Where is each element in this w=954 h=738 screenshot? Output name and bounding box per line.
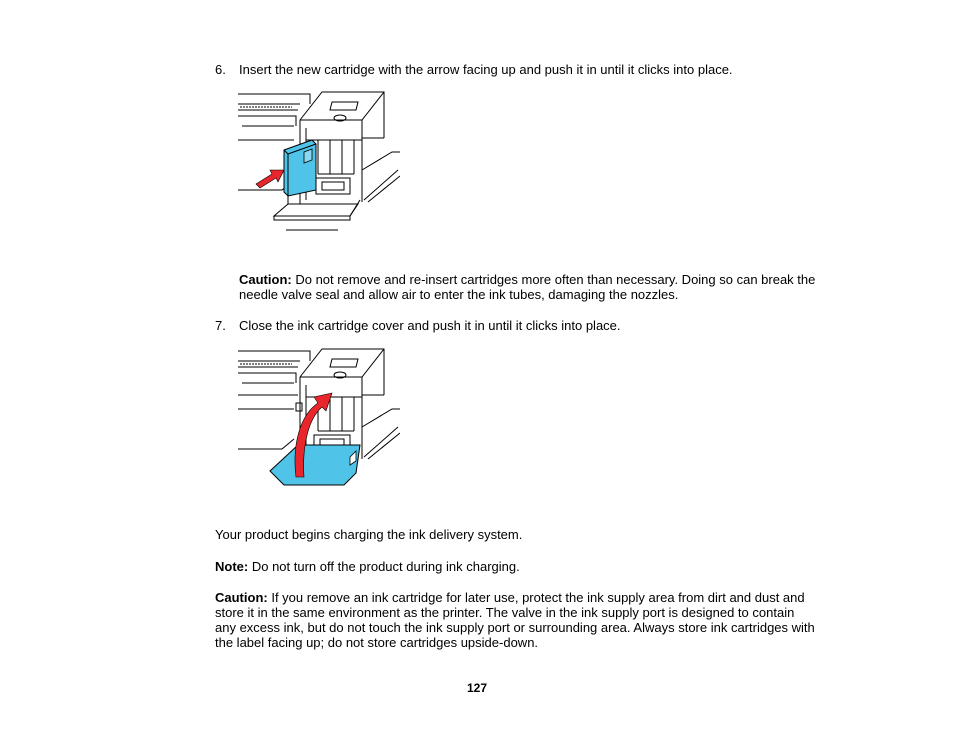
- caution-2-line3: any excess ink, but do not touch the ink supply port or surrounding area. Always store ink cartridges with: [215, 620, 815, 635]
- charging-text: Your product begins charging the ink delivery system.: [215, 527, 523, 542]
- illustration-close-cover: [238, 345, 400, 490]
- close-cover-drawing: [238, 345, 400, 490]
- caution-2-line4: the label facing up; do not store cartridges upside-down.: [215, 635, 539, 650]
- caution-1: [239, 272, 815, 287]
- caution-1-label: Caution:: [239, 272, 292, 287]
- step-6: [215, 62, 226, 77]
- caution-2: [215, 590, 805, 605]
- note: [215, 559, 520, 574]
- step-7-number: 7.: [215, 318, 226, 333]
- step-6-text: Insert the new cartridge with the arrow facing up and push it in until it clicks into place.: [239, 62, 733, 77]
- cover-shape: [270, 445, 360, 485]
- note-text: Do not turn off the product during ink charging.: [251, 559, 520, 574]
- insert-cartridge-drawing: [238, 90, 400, 232]
- step-7: [215, 318, 226, 333]
- caution-2-line1: If you remove an ink cartridge for later use, protect the ink supply area from dirt and dust and: [271, 590, 805, 605]
- caution-1-line1: Do not remove and re-insert cartridges more often than necessary. Doing so can break the: [295, 272, 816, 287]
- caution-1-line2: needle valve seal and allow air to enter the ink tubes, damaging the nozzles.: [239, 287, 679, 302]
- step-7-text: Close the ink cartridge cover and push it in until it clicks into place.: [239, 318, 621, 333]
- caution-2-line2: store it in the same environment as the printer. The valve in the ink supply port is designed to contain: [215, 605, 795, 620]
- insert-arrow-shape: [256, 170, 284, 188]
- step-6-number: 6.: [215, 62, 226, 77]
- page-number: 127: [466, 681, 488, 695]
- illustration-insert-cartridge: [238, 90, 400, 232]
- note-label: Note:: [215, 559, 249, 574]
- cartridge-shape: [284, 140, 316, 196]
- caution-2-label: Caution:: [215, 590, 268, 605]
